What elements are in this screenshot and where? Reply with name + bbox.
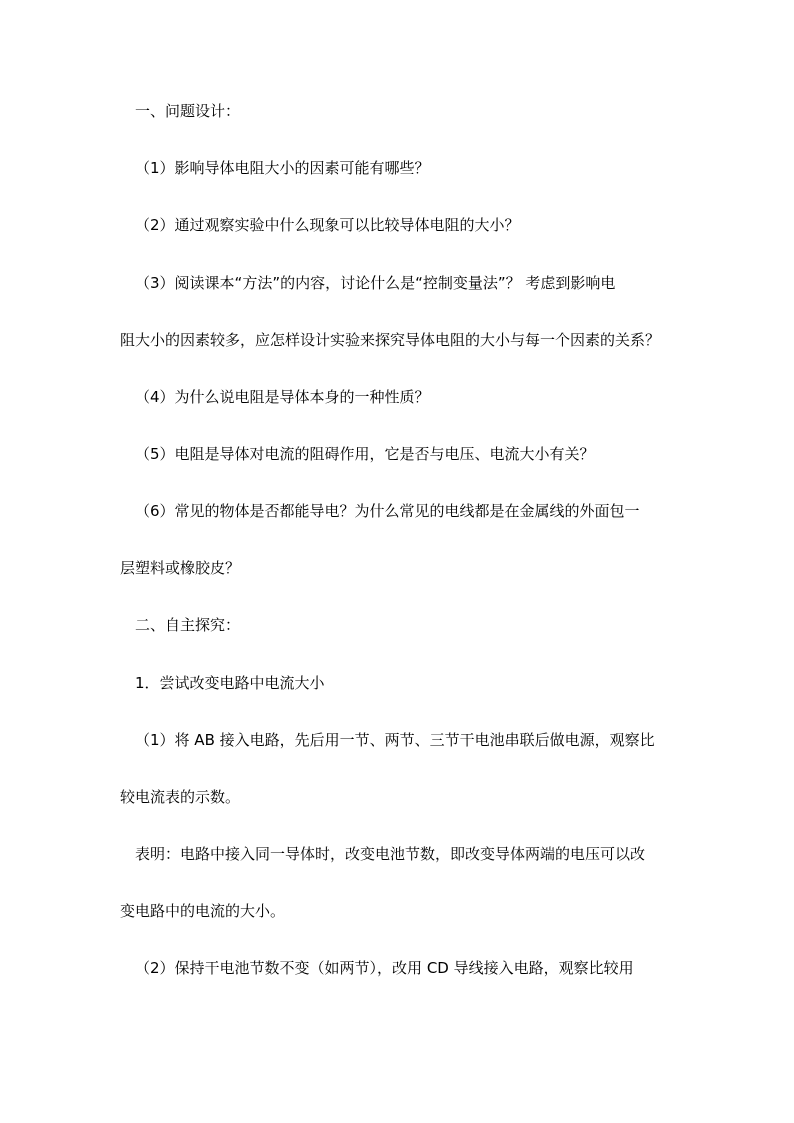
step-1-line-1: （1）将 AB 接入电路，先后用一节、两节、三节干电池串联后做电源，观察比	[135, 731, 655, 749]
section-heading-self-explore: 二、自主探究：	[135, 616, 241, 634]
subsection-1-heading: 1．尝试改变电路中电流大小	[135, 674, 325, 692]
question-6-line-1: （6）常见的物体是否都能导电？为什么常见的电线都是在金属线的外面包一	[135, 502, 640, 520]
section-heading-problem-design: 一、问题设计：	[135, 102, 241, 120]
question-1: （1）影响导体电阻大小的因素可能有哪些？	[135, 159, 430, 177]
question-5: （5）电阻是导体对电流的阻碍作用，它是否与电压、电流大小有关？	[135, 445, 595, 463]
question-4: （4）为什么说电阻是导体本身的一种性质？	[135, 388, 430, 406]
step-2-line-1: （2）保持干电池节数不变（如两节），改用 CD 导线接入电路，观察比较用	[135, 959, 634, 977]
question-3-line-2: 阻大小的因素较多，应怎样设计实验来探究导体电阻的大小与每一个因素的关系？	[120, 331, 661, 349]
conclusion-line-1: 表明：电路中接入同一导体时，改变电池节数，即改变导体两端的电压可以改	[135, 845, 646, 863]
conclusion-line-2: 变电路中的电流的大小。	[120, 902, 286, 920]
step-1-line-2: 较电流表的示数。	[120, 788, 241, 806]
question-6-line-2: 层塑料或橡胶皮？	[120, 559, 241, 577]
question-2: （2）通过观察实验中什么现象可以比较导体电阻的大小？	[135, 216, 520, 234]
question-3-line-1: （3）阅读课本“方法”的内容，讨论什么是“控制变量法”？ 考虑到影响电	[135, 274, 616, 292]
